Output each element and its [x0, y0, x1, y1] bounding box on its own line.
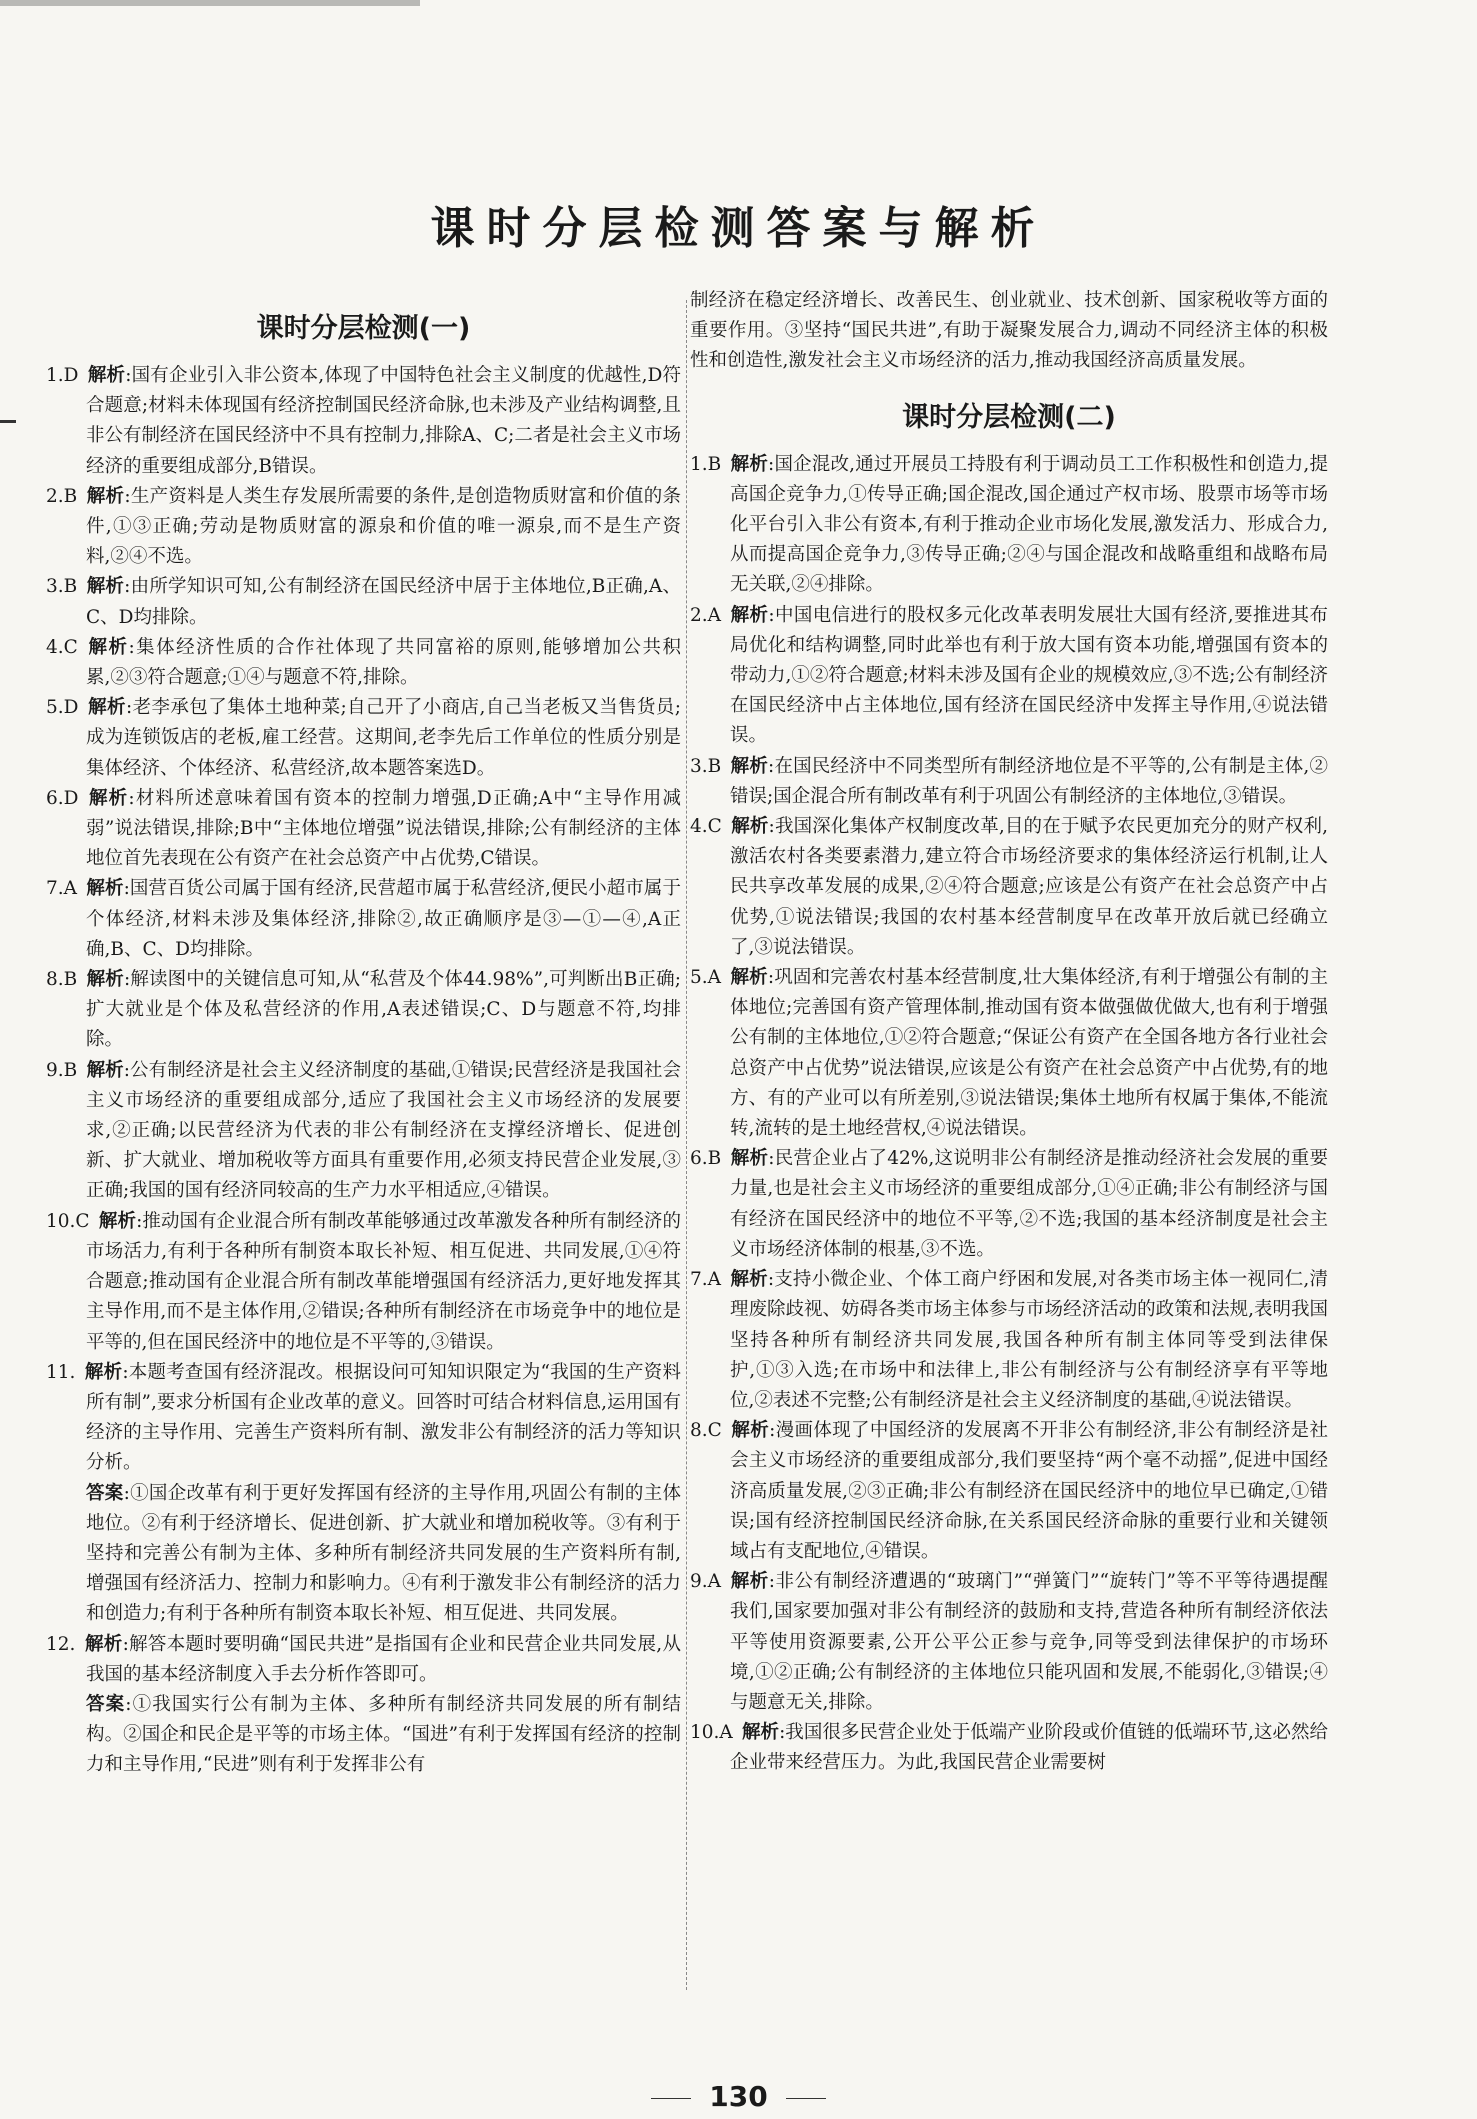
- item-number: 3.B: [46, 576, 78, 598]
- answer-text: :①国企改革有利于更好发挥国有经济的主导作用,巩固公有制的主体地位。②有利于经济增长、促进创新、扩大就业和增加税收等。③有利于坚持和完善公有制为主体、多种所有制经济共同发展的生产资料所有制,增强国有经济活力、控制力和影响力。④有利于激发非公有制经济的活力和创造力;有利于各种所有制资本取长补短、相互促进、共同发展。: [86, 1482, 681, 1625]
- analysis-text: :在国民经济中不同类型所有制经济地位是不平等的,公有制是主体,②错误;国企混合所有制改革有利于巩固公有制经济的主体地位,③错误。: [730, 755, 1328, 807]
- analysis-text: :漫画体现了中国经济的发展离不开非公有制经济,非公有制经济是社会主义市场经济的重要组成部分,我们要坚持“两个毫不动摇”,促进中国经济高质量发展,②③正确;非公有制经济在国民经济中的地位早已确定,①错误;国有经济控制国民经济命脉,在关系国民经济命脉的重要行业和关键领域占有支配地位,④错误。: [730, 1420, 1328, 1562]
- analysis-label: 解析: [98, 1210, 137, 1232]
- answer-item: [690, 963, 1328, 1144]
- analysis-label: 解析: [730, 755, 769, 777]
- analysis-text: :生产资料是人类生存发展所需要的条件,是创造物质财富和价值的条件,①③正确;劳动是物质财富的源泉和价值的唯一源泉,而不是生产资料,②④不选。: [86, 485, 681, 568]
- analysis-label: 解析: [87, 636, 129, 658]
- item-number: 5.D: [46, 697, 79, 719]
- answer-item: [690, 1265, 1328, 1416]
- answer-item: [46, 482, 681, 573]
- item-number: 11.: [46, 1361, 76, 1383]
- analysis-label: 解析: [730, 1148, 769, 1170]
- analysis-text: :解读图中的关键信息可知,从“私营及个体44.98%”,可判断出B正确;扩大就业是个体及私营经济的作用,A表述错误;C、D与题意不符,均排除。: [86, 969, 681, 1051]
- continuation-text: 制经济在稳定经济增长、改善民生、创业就业、技术创新、国家税收等方面的重要作用。③坚持“国民共进”,有助于凝聚发展合力,调动不同经济主体的积极性和创造性,激发社会主义市场经济的活力,推动我国经济高质量发展。: [690, 290, 1328, 372]
- answer-item: [46, 874, 681, 965]
- analysis-label: 解析: [730, 967, 768, 989]
- answer-item: [46, 361, 681, 482]
- analysis-text: :巩固和完善农村基本经营制度,壮大集体经济,有利于增强公有制的主体地位;完善国有资产管理体制,推动国有资本做强做优做大,也有利于增强公有制的主体地位,①②符合题意;“保证公有资产在全国各地方各行业社会总资产中占优势”说法错误,应该是公有资产在社会总资产中占优势,有的地方、有的产业可以有所差别,③说法错误;集体土地所有权属于集体,不能流转,流转的是土地经营权,④说法错误。: [730, 967, 1328, 1140]
- answer-item: [46, 572, 681, 632]
- answer-block: [46, 1690, 681, 1781]
- item-number: 6.B: [690, 1148, 722, 1170]
- analysis-text: :集体经济性质的合作社体现了共同富裕的原则,能够增加公共积累,②③符合题意;①④与题意不符,排除。: [86, 636, 681, 689]
- footer-dash-right: [786, 2098, 826, 2099]
- page-title: 课时分层检测答案与解析: [430, 203, 1047, 254]
- analysis-label: 解析: [86, 576, 125, 598]
- analysis-label: 解析: [730, 453, 769, 475]
- item-number: 4.C: [690, 816, 722, 838]
- item-number: 5.A: [690, 967, 722, 989]
- item-number: 9.B: [46, 1059, 78, 1081]
- analysis-text: :推动国有企业混合所有制改革能够通过改革激发各种所有制经济的市场活力,有利于各种所有制资本取长补短、相互促进、共同发展,①④符合题意;推动国有企业混合所有制改革能增强国有经济活力,更好地发挥其主导作用,而不是主体作用,②错误;各种所有制经济在市场竞争中的地位是平等的,但在国民经济中的地位是不平等的,③错误。: [86, 1210, 681, 1353]
- answer-item: [690, 1567, 1328, 1718]
- analysis-label: 解析: [731, 1420, 770, 1442]
- item-number: 2.A: [690, 604, 722, 626]
- answer-item: [46, 693, 681, 784]
- section-2-heading: 课时分层检测(二): [902, 401, 1116, 433]
- answer-item: [46, 784, 681, 875]
- item-number: 3.B: [690, 755, 722, 777]
- analysis-label: 解析: [87, 365, 126, 386]
- answer-item: [46, 1207, 681, 1358]
- answer-item: [690, 752, 1328, 812]
- item-number: 8.B: [46, 969, 78, 991]
- analysis-text: :民营企业占了42%,这说明非公有制经济是推动经济社会发展的重要力量,也是社会主义市场经济的重要组成部分,①④正确;非公有制经济与国有经济在国民经济中的地位不平等,②不选;我国的基本经济制度是社会主义市场经济体制的根基,③不选。: [730, 1148, 1328, 1260]
- answer-item: [690, 1416, 1328, 1567]
- analysis-label: 解析: [742, 1722, 780, 1744]
- item-number: 2.B: [46, 485, 78, 507]
- item-number: 7.A: [46, 878, 78, 900]
- analysis-text: :老李承包了集体土地种菜;自己开了小商店,自己当老板又当售货员;成为连锁饭店的老板,雇工经营。这期间,老李先后工作单位的性质分别是集体经济、个体经济、私营经济,故本题答案选D。: [86, 697, 681, 779]
- answer-item: [46, 1056, 681, 1207]
- answer-item: [46, 1358, 681, 1479]
- analysis-label: 解析: [86, 485, 125, 507]
- top-strip: [0, 0, 420, 6]
- item-number: 10.A: [690, 1722, 733, 1744]
- analysis-label: 解析: [84, 1361, 123, 1383]
- item-number: 1.B: [690, 453, 722, 475]
- analysis-label: 解析: [730, 604, 769, 626]
- analysis-text: :非公有制经济遭遇的“玻璃门”“弹簧门”“旋转门”等不平等待遇提醒我们,国家要加强对非公有制经济的鼓励和支持,营造各种所有制经济依法平等使用资源要素,公开公平公正参与竞争,同等受到法律保护的市场环境,①②正确;公有制经济的主体地位只能巩固和发展,不能弱化,③错误;④与题意无关,排除。: [730, 1571, 1328, 1713]
- left-column: [46, 292, 681, 2032]
- item-number: 6.D: [46, 787, 79, 809]
- analysis-label: 解析: [84, 1633, 123, 1655]
- section-2-list: [690, 450, 1328, 1779]
- analysis-text: :公有制经济是社会主义经济制度的基础,①错误;民营经济是我国社会主义市场经济的重要组成部分,适应了我国社会主义市场经济的发展要求,②正确;以民营经济为代表的非公有制经济在支撑经济增长、促进创新、扩大就业、增加税收等方面具有重要作用,必须支持民营企业发展,③正确;我国的国有经济同较高的生产力水平相适应,④错误。: [86, 1059, 681, 1202]
- analysis-text: :由所学知识可知,公有制经济在国民经济中居于主体地位,B正确,A、C、D均排除。: [86, 576, 681, 628]
- column-divider: [686, 300, 687, 1990]
- analysis-label: 解析: [87, 697, 126, 719]
- analysis-label: 解析: [87, 787, 129, 809]
- analysis-label: 解析: [86, 969, 124, 991]
- analysis-text: :中国电信进行的股权多元化改革表明发展壮大国有经济,要推进其布局优化和结构调整,同时此举也有利于放大国有资本功能,增强国有资本的带动力,①②符合题意;材料未涉及国有企业的规模效应,③不选;公有制经济在国民经济中占主体地位,国有经济在国民经济中发挥主导作用,④说法错误。: [730, 604, 1328, 747]
- answer-label: 答案: [86, 1482, 124, 1504]
- analysis-text: :本题考查国有经济混改。根据设问可知知识限定为“我国的生产资料所有制”,要求分析国有企业改革的意义。回答时可结合材料信息,运用国有经济的主导作用、完善生产资料所有制、激发非公有制经济的活力等知识分析。: [86, 1361, 681, 1474]
- analysis-text: :我国深化集体产权制度改革,目的在于赋予农民更加充分的财产权利,激活农村各类要素潜力,建立符合市场经济要求的集体经济运行机制,让人民共享改革发展的成果,②④符合题意;应该是公有资产在社会总资产中占优势,①说法错误;我国的农村基本经营制度早在改革开放后就已经确立了,③说法错误。: [730, 816, 1328, 958]
- item-number: 10.C: [46, 1210, 90, 1232]
- answer-block: [46, 1479, 681, 1630]
- answer-text: :①我国实行公有制为主体、多种所有制经济共同发展的所有制结构。②国企和民企是平等的市场主体。“国进”有利于发挥国有经济的控制力和主导作用,“民进”则有利于发挥非公有: [86, 1693, 681, 1776]
- item-number: 8.C: [690, 1420, 722, 1442]
- answer-item: [690, 450, 1328, 601]
- analysis-text: :国营百货公司属于国有经济,民营超市属于私营经济,便民小超市属于个体经济,材料未涉及集体经济,排除②,故正确顺序是③—①—④,A正确,B、C、D均排除。: [86, 878, 681, 960]
- answer-item: [46, 633, 681, 693]
- item-number: 4.C: [46, 636, 78, 658]
- item-number: 1.D: [46, 365, 79, 386]
- answer-item: [690, 1718, 1328, 1778]
- margin-mark: [0, 420, 16, 423]
- page-footer: [0, 2080, 1477, 2113]
- item-number: 7.A: [690, 1269, 722, 1291]
- item-number: 12.: [46, 1633, 76, 1655]
- answer-label: 答案: [86, 1693, 126, 1715]
- item-number: 9.A: [690, 1571, 722, 1593]
- analysis-label: 解析: [730, 1269, 768, 1291]
- analysis-text: :国企混改,通过开展员工持股有利于调动员工工作积极性和创造力,提高国企竞争力,①传导正确;国企混改,国企通过产权市场、股票市场等市场化平台引入非公有资本,有利于推动企业市场化发展,激发活力、形成合力,从而提高国企竞争力,③传导正确;②④与国企混改和战略重组和战略布局无关联,②④排除。: [730, 453, 1328, 596]
- analysis-text: :国有企业引入非公资本,体现了中国特色社会主义制度的优越性,D符合题意;材料未体现国有经济控制国民经济命脉,也未涉及产业结构调整,且非公有制经济在国民经济中不具有控制力,排除A、C;二者是社会主义市场经济的重要组成部分,B错误。: [86, 365, 681, 477]
- page-number: 130: [709, 2080, 768, 2113]
- analysis-text: :解答本题时要明确“国民共进”是指国有企业和民营企业共同发展,从我国的基本经济制度入手去分析作答即可。: [86, 1633, 681, 1685]
- analysis-label: 解析: [730, 1571, 769, 1593]
- analysis-label: 解析: [86, 878, 124, 900]
- analysis-text: :支持小微企业、个体工商户纾困和发展,对各类市场主体一视同仁,清理废除歧视、妨碍各类市场主体参与市场经济活动的政策和法规,表明我国坚持各种所有制经济共同发展,我国各种所有制主体同等受到法律保护,①③入选;在市场中和法律上,非公有制经济与公有制经济享有平等地位,②表述不完整;公有制经济是社会主义经济制度的基础,④说法错误。: [730, 1269, 1328, 1411]
- answer-item: [46, 1630, 681, 1690]
- analysis-text: :材料所述意味着国有资本的控制力增强,D正确;A中“主导作用减弱”说法错误,排除;B中“主体地位增强”说法错误,排除;公有制经济的主体地位首先表现在公有资产在社会总资产中占优势,C错误。: [86, 787, 681, 870]
- footer-dash-left: [651, 2098, 691, 2099]
- right-column: [690, 286, 1328, 2026]
- answer-item: [690, 812, 1328, 963]
- section-1-heading: 课时分层检测(一): [256, 313, 471, 344]
- analysis-label: 解析: [86, 1059, 124, 1081]
- analysis-label: 解析: [731, 816, 769, 838]
- answer-item: [46, 965, 681, 1056]
- answer-item: [690, 1144, 1328, 1265]
- section-1-list: [46, 361, 681, 1781]
- analysis-text: :我国很多民营企业处于低端产业阶段或价值链的低端环节,这必然给企业带来经营压力。为此,我国民营企业需要树: [730, 1722, 1328, 1774]
- answer-item: [690, 601, 1328, 752]
